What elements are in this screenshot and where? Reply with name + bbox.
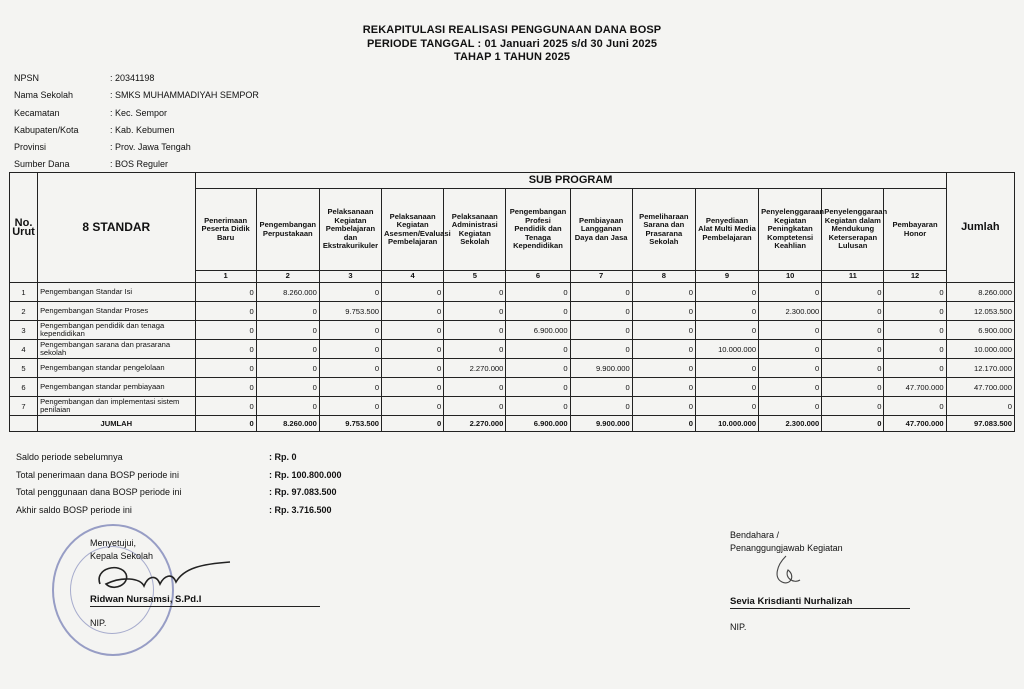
row-total: 8.260.000 [946,283,1014,302]
column-total: 6.900.000 [506,416,570,432]
amount-cell: 0 [632,397,695,416]
info-value: : Kab. Kebumen [110,124,175,135]
column-number: 7 [570,271,632,283]
amount-cell: 0 [632,378,695,397]
subprogram-header: SUB PROGRAM [195,173,946,189]
column-number: 11 [822,271,884,283]
amount-cell: 0 [382,359,444,378]
amount-cell: 0 [444,283,506,302]
amount-cell: 0 [570,378,632,397]
column-header: Penyelenggaraan Kegiatan dalam Mendukung Keterserapan Lulusan [822,189,884,271]
amount-cell: 0 [695,359,758,378]
amount-cell: 0 [759,340,822,359]
amount-cell: 0 [822,359,884,378]
standard-name: Pengembangan Standar Proses [38,302,195,321]
amount-cell: 0 [319,378,381,397]
treasurer-title: Bendahara / [730,530,780,540]
amount-cell: 0 [319,340,381,359]
info-value: : Prov. Jawa Tengah [110,142,191,153]
amount-cell: 0 [695,397,758,416]
amount-cell: 47.700.000 [884,378,946,397]
row-number: 4 [10,340,38,359]
treasurer-role: Penanggungjawab Kegiatan [730,543,843,553]
principal-name: Ridwan Nursamsi, S.Pd.I [90,594,202,605]
amount-cell: 0 [444,340,506,359]
principal-name-underline [90,606,320,607]
amount-cell: 0 [570,302,632,321]
amount-cell: 0 [506,302,570,321]
column-total: 10.000.000 [695,416,758,432]
amount-cell: 6.900.000 [506,321,570,340]
amount-cell: 0 [382,283,444,302]
principal-nip: NIP. [90,618,107,628]
standard-name: Pengembangan standar pembiayaan [38,378,195,397]
amount-cell: 0 [506,359,570,378]
table-row [10,302,1015,321]
amount-cell: 0 [319,359,381,378]
table-row [10,283,1015,302]
amount-cell: 0 [382,302,444,321]
amount-cell: 0 [822,302,884,321]
amount-cell: 0 [884,283,946,302]
school-info [14,73,259,177]
info-label: Kabupaten/Kota [14,124,79,135]
column-header: Penyediaan Alat Multi Media Pembelajaran [695,189,758,271]
amount-cell: 0 [884,302,946,321]
column-total: 0 [632,416,695,432]
row-total: 10.000.000 [946,340,1014,359]
amount-cell: 0 [632,359,695,378]
approval-label: Menyetujui, [90,538,137,548]
column-number: 12 [884,271,946,283]
amount-cell: 0 [822,321,884,340]
amount-cell: 0 [570,340,632,359]
amount-cell: 0 [695,283,758,302]
column-number: 6 [506,271,570,283]
jumlah-header: Jumlah [946,173,1014,283]
amount-cell: 0 [695,321,758,340]
table-row [10,340,1015,359]
table-row [10,397,1015,416]
info-label: Sumber Dana [14,159,70,170]
table-row [10,359,1015,378]
amount-cell: 0 [195,359,256,378]
amount-cell: 0 [195,340,256,359]
column-header: Pelaksanaan Kegiatan Pembelajaran dan Ekstrakurikuler [319,189,381,271]
amount-cell: 0 [822,283,884,302]
amount-cell: 0 [570,283,632,302]
treasurer-nip: NIP. [730,622,747,632]
column-number: 5 [444,271,506,283]
amount-cell: 0 [822,378,884,397]
amount-cell: 0 [444,397,506,416]
report-stage: TAHAP 1 TAHUN 2025 [453,51,571,63]
totals-spacer [10,416,38,432]
column-total: 2.300.000 [759,416,822,432]
column-header: Penerimaan Peserta Didik Baru [195,189,256,271]
summary-label: Total penerimaan dana BOSP periode ini [16,469,179,480]
amount-cell: 0 [195,378,256,397]
row-number: 7 [10,397,38,416]
column-header: Pemeliharaan Sarana dan Prasarana Sekolah [632,189,695,271]
amount-cell: 0 [695,378,758,397]
amount-cell: 0 [506,283,570,302]
row-total: 12.053.500 [946,302,1014,321]
summary-value: : Rp. 3.716.500 [269,504,332,515]
info-label: Nama Sekolah [14,90,74,101]
standard-name: Pengembangan standar pengelolaan [38,359,195,378]
amount-cell: 0 [256,340,319,359]
amount-cell: 0 [695,302,758,321]
amount-cell: 0 [195,397,256,416]
column-total: 2.270.000 [444,416,506,432]
amount-cell: 0 [256,359,319,378]
amount-cell: 0 [570,397,632,416]
amount-cell: 0 [506,340,570,359]
standard-name: Pengembangan pendidik dan tenaga kependidikan [38,321,195,340]
column-header: Pelaksanaan Kegiatan Asesmen/Evaluasi Pembelajaran [382,189,444,271]
column-header: Pembayaran Honor [884,189,946,271]
amount-cell: 0 [884,359,946,378]
info-label: Kecamatan [14,107,60,118]
amount-cell: 0 [506,397,570,416]
column-total: 8.260.000 [256,416,319,432]
column-number: 2 [256,271,319,283]
column-header: Pengembangan Profesi Pendidik dan Tenaga Kependidikan [506,189,570,271]
column-number: 1 [195,271,256,283]
column-total: 0 [822,416,884,432]
amount-cell: 0 [884,340,946,359]
amount-cell: 10.000.000 [695,340,758,359]
amount-cell: 0 [884,321,946,340]
amount-cell: 0 [319,397,381,416]
standar-header: 8 STANDAR [38,173,195,283]
summary-value: : Rp. 0 [269,452,297,462]
standard-name: Pengembangan sarana dan prasarana sekolah [38,340,195,359]
row-number: 1 [10,283,38,302]
column-total: 9.900.000 [570,416,632,432]
column-number: 9 [695,271,758,283]
amount-cell: 0 [632,340,695,359]
column-total: 9.753.500 [319,416,381,432]
amount-cell: 0 [759,321,822,340]
totals-label: JUMLAH [38,416,195,432]
amount-cell: 0 [822,340,884,359]
amount-cell: 0 [759,397,822,416]
amount-cell: 0 [506,378,570,397]
row-total: 47.700.000 [946,378,1014,397]
row-total: 6.900.000 [946,321,1014,340]
row-number: 5 [10,359,38,378]
amount-cell: 0 [319,283,381,302]
amount-cell: 0 [570,321,632,340]
treasurer-name-underline [730,608,910,609]
summary-value: : Rp. 97.083.500 [269,487,337,497]
amount-cell: 0 [319,321,381,340]
grand-total: 97.083.500 [946,416,1014,432]
amount-cell: 9.900.000 [570,359,632,378]
info-label: NPSN [14,73,40,83]
column-number: 10 [759,271,822,283]
principal-title: Kepala Sekolah [90,551,154,561]
column-number: 8 [632,271,695,283]
column-total: 0 [195,416,256,432]
amount-cell: 0 [632,283,695,302]
amount-cell: 0 [195,321,256,340]
info-value: : SMKS MUHAMMADIYAH SEMPOR [110,90,259,101]
report-period: PERIODE TANGGAL : 01 Januari 2025 s/d 30 Juni 2025 [366,38,658,50]
amount-cell: 0 [759,378,822,397]
amount-cell: 0 [382,378,444,397]
amount-cell: 2.300.000 [759,302,822,321]
table-row [10,321,1015,340]
amount-cell: 9.753.500 [319,302,381,321]
amount-cell: 0 [884,397,946,416]
amount-cell: 0 [382,321,444,340]
standard-name: Pengembangan Standar Isi [38,283,195,302]
column-total: 47.700.000 [884,416,946,432]
amount-cell: 0 [195,302,256,321]
amount-cell: 0 [632,302,695,321]
row-total: 12.170.000 [946,359,1014,378]
info-value: : BOS Reguler [110,159,169,170]
column-number: 4 [382,271,444,283]
amount-cell: 0 [444,321,506,340]
amount-cell: 0 [444,302,506,321]
amount-cell: 0 [759,359,822,378]
realization-table [9,172,1015,432]
amount-cell: 0 [256,321,319,340]
amount-cell: 0 [256,397,319,416]
amount-cell: 0 [382,340,444,359]
row-number: 2 [10,302,38,321]
amount-cell: 0 [759,283,822,302]
amount-cell: 0 [822,397,884,416]
summary-label: Saldo periode sebelumnya [16,452,123,462]
no-urut-header: No. Urut [10,173,38,283]
column-header: Pengembangan Perpustakaan [256,189,319,271]
treasurer-name: Sevia Krisdianti Nurhalizah [730,596,853,607]
amount-cell: 2.270.000 [444,359,506,378]
row-total: 0 [946,397,1014,416]
summary-label: Akhir saldo BOSP periode ini [16,504,132,515]
column-total: 0 [382,416,444,432]
info-value: : 20341198 [110,73,155,83]
amount-cell: 0 [256,378,319,397]
summary-label: Total penggunaan dana BOSP periode ini [16,487,182,497]
column-header: Penyelenggaraan Kegiatan Peningkatan Komptetensi Keahlian [759,189,822,271]
column-number: 3 [319,271,381,283]
row-number: 6 [10,378,38,397]
table-row [10,378,1015,397]
row-number: 3 [10,321,38,340]
totals-row [10,416,1015,432]
report-title: REKAPITULASI REALISASI PENGGUNAAN DANA BOSP [362,24,662,36]
summary-value: : Rp. 100.800.000 [269,469,342,480]
column-header: Pelaksanaan Administrasi Kegiatan Sekolah [444,189,506,271]
amount-cell: 0 [444,378,506,397]
column-header: Pembiayaan Langganan Daya dan Jasa [570,189,632,271]
amount-cell: 0 [195,283,256,302]
balance-summary [16,452,342,522]
amount-cell: 8.260.000 [256,283,319,302]
amount-cell: 0 [632,321,695,340]
amount-cell: 0 [382,397,444,416]
info-label: Provinsi [14,142,47,153]
amount-cell: 0 [256,302,319,321]
standard-name: Pengembangan dan implementasi sistem penilaian [38,397,195,416]
info-value: : Kec. Sempor [110,107,168,118]
treasurer-signature [766,552,806,590]
